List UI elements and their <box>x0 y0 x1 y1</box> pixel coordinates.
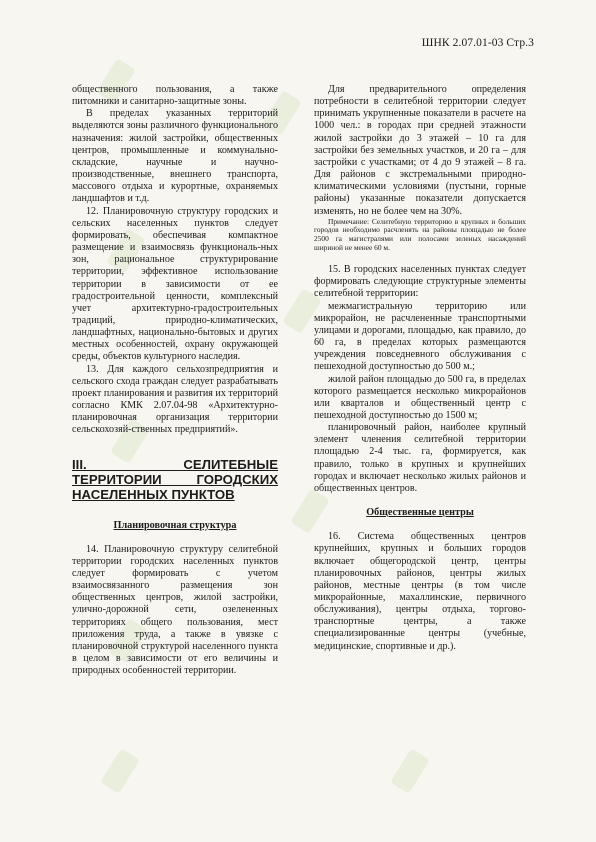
left-column <box>72 84 278 677</box>
watermark-mark <box>100 748 140 794</box>
section-title: III. СЕЛИТЕБНЫЕ ТЕРРИТОРИИ ГОРОДСКИХ НАСЕЛЕННЫХ ПУНКТОВ <box>72 456 278 502</box>
paragraph: 16. Система общественных центров крупнейших, крупных и больших городов включает общегородской центр, центры планировочных районов, центры жилых районов, местные центры (в том числе микрорайонные, махаллинские, первичного обслуживания), центры отдыха, торгово-транспортные центры, а также специализированные центры (учебные, медицинские, спортивные и др.). <box>314 531 526 652</box>
paragraph: общественного пользования, а также питомники и санитарно-защитные зоны. <box>72 84 278 108</box>
paragraph: 14. Планировочную структуру селитебной территории городских населенных пунктов следует формировать с учетом взаимосвязанного размещения зон общественных центров, жилой застройки, улично-дорожной сети, озелененных территориях общего пользования, мест приложения труда, а также в увязке с планировочной структурой населенного пункта в целом в зависимости от его величины и природных особенностей территории. <box>72 543 278 677</box>
subsection-heading: Общественные центры <box>366 507 474 519</box>
paragraph: Для предварительного определения потребности в селитебной территории следует принимать укрупненные показатели в расчете на 1000 чел.: в городах при средней этажности жилой застройки до 3 этажей – 10 га для застройки без земельных участков, и 20 га – для застройки с участками; от 4 до 9 этажей – 8 га. Для районов с экстремальными природно-климатическими условиями (пустыни, горные районы) указанные показатели допускается изменять, но не более чем на 30%. <box>314 84 526 217</box>
watermark-mark <box>390 748 430 794</box>
list-item: жилой район площадью до 500 га, в пределах которого размещается несколько микрорайонов или кварталов и общественный центр с пешеходной доступностью до 1500 м; <box>314 373 526 421</box>
subsection-heading: Планировочная структура <box>113 519 237 531</box>
paragraph: В пределах указанных территорий выделяются зоны различного функционального назначения: жилой застройки, общественных центров, промышленные и коммунально-складские, научные и научно-производственные, внешнего транспорта, массового отдыха и курортные, охраняемых ландшафтов и т.д. <box>72 108 278 205</box>
paragraph: 15. В городских населенных пунктах следует формировать следующие структурные элементы селитебной территории: <box>314 264 526 300</box>
note: Примечание: Селитебную территорию в крупных и больших городов необходимо расчленять на районы площадью не более 2500 га магистралями или полосами зеленых насаждений шириной не менее 60 м. <box>314 216 526 252</box>
list-item: планировочный район, наиболее крупный элемент членения селитебной территории площадью 2-4 тыс. га, формируется, как правило, только в крупных и крупнейших городах и включает несколько жилых районов и общественных центров. <box>314 422 526 494</box>
paragraph: 12. Планировочную структуру городских и сельских населенных пунктов следует формировать, обеспечивая компактное размещение и взаимосвязь функциональ-ных зон, рациональное структурирование территории, эффективное использование территории в зависимости от ее градостроительной ценности, комплексный учет архитектурно-градостроительных традиций, природно-климатических, ландшафтных, национально-бытовых и других местных особенностей, охрану окружающей среды, объектов культурного наследия. <box>72 205 278 363</box>
page-header: ШНК 2.07.01-03 Стр.3 <box>421 37 534 49</box>
paragraph: 13. Для каждого сельхозпредприятия и сельского схода граждан следует разрабатывать проект планирования и развития их территорий согласно КМК 2.07.04-98 «Архитектурно-планировочная организация территории сельскохозяй-ственных предприятий». <box>72 363 278 436</box>
right-column <box>314 84 526 653</box>
list-item: межмагистральную территорию или микрорайон, не расчлененные транспортными улицами и дорогами, площадью, как правило, до 60 га, в пределах которых размещаются учреждения повседневного обслуживания с пешеходной доступностью до 500 м.; <box>314 300 526 373</box>
